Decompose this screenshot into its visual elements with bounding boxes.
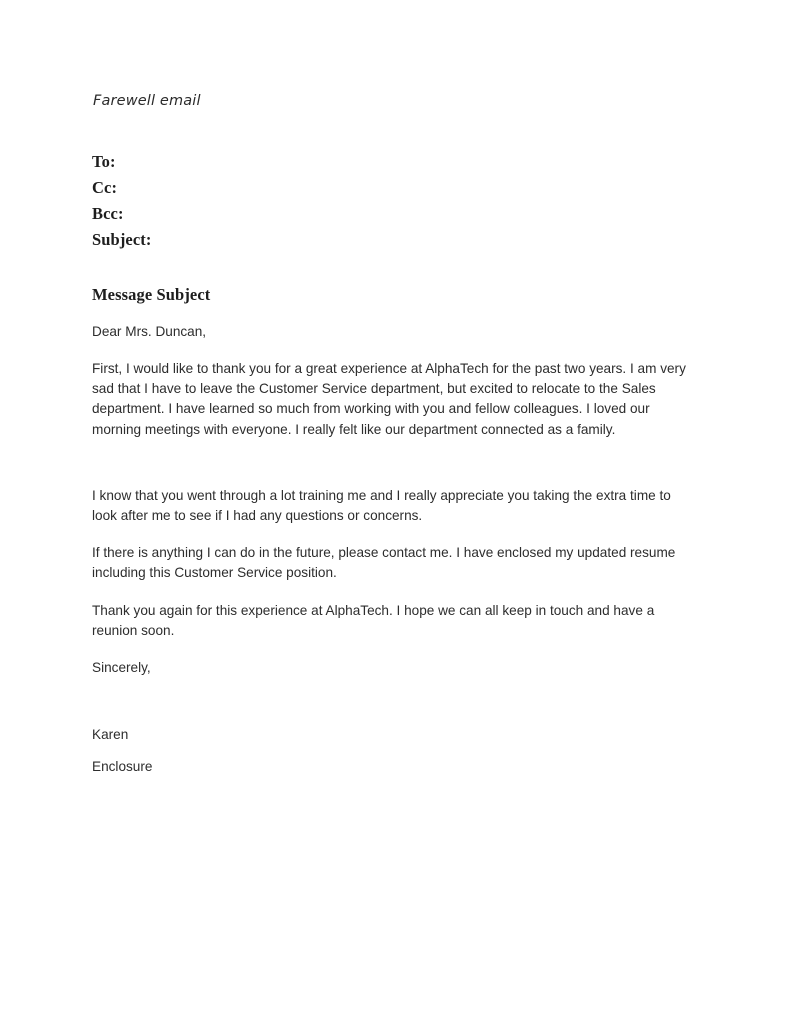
field-label-cc: Cc:	[92, 178, 118, 197]
field-label-bcc: Bcc:	[92, 204, 124, 223]
letter-paragraph-2: I know that you went through a lot training me and I really appreciate you taking the extra time to look after me to see if I had any questions or concerns.	[92, 487, 671, 524]
email-header-fields	[92, 149, 694, 253]
letter-enclosure-note: Enclosure	[92, 759, 153, 775]
letter-paragraph-4: Thank you again for this experience at AlphaTech. I hope we can all keep in touch and have a reunion soon.	[92, 602, 655, 638]
letter-paragraph-1: First, I would like to thank you for a great experience at AlphaTech for the past two years. I am very sad that I have to leave the Customer Service department, but excited to relocate to the Sales department. I have learned so much from working with you and fellow colleagues. I loved our morning meetings with everyone. I really felt like our department connected as a family.	[92, 361, 686, 437]
letter-paragraph-3: If there is anything I can do in the future, please contact me. I have enclosed my updated resume including this Customer Service position.	[92, 545, 676, 581]
letter-signer-name: Karen	[92, 727, 129, 743]
document-title: Farewell email	[93, 93, 201, 109]
document-content	[92, 90, 694, 777]
letter-salutation: Dear Mrs. Duncan,	[92, 324, 207, 339]
field-label-subject: Subject:	[92, 230, 152, 249]
letter-closing: Sincerely,	[92, 660, 151, 676]
field-label-to: To:	[92, 152, 116, 171]
message-subject-heading: Message Subject	[92, 285, 211, 304]
